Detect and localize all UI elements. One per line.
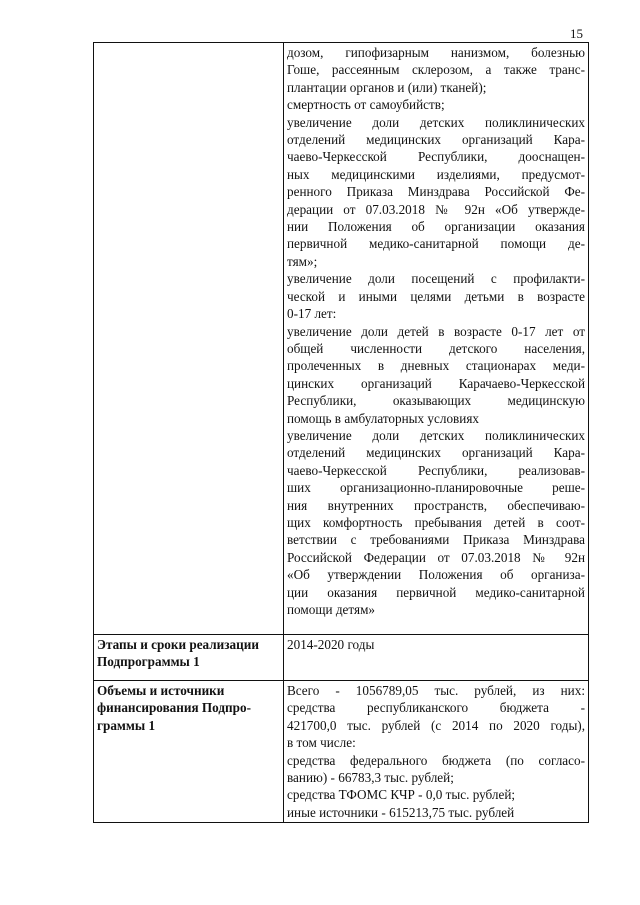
text-line: Этапы и сроки реализации: [97, 637, 259, 652]
text-line: ванию) - 66783,3 тыс. рублей;: [287, 770, 454, 786]
text-line: Гоше, рассеянным склерозом, а также транс-: [287, 62, 585, 78]
text-line: первичной медико-санитарной помощи де-: [287, 236, 585, 252]
text-line: помощь в амбулаторных условиях: [287, 410, 479, 426]
text-line: Объемы и источники: [97, 683, 225, 698]
text-line: ших организационно-планировочные реше-: [287, 480, 585, 496]
row-value-cell: [284, 635, 589, 681]
row-label-cell: [94, 43, 284, 635]
text-line: щих комфортность пребывания детей в соот-: [287, 514, 585, 530]
text-line: «Об утверждении Положения об организа-: [287, 567, 585, 583]
table-row: [94, 43, 589, 635]
text-line: общей численности детского населения,: [287, 340, 585, 356]
text-line: смертность от самоубийств;: [287, 97, 445, 113]
text-line: Российской Федерации от 07.03.2018 № 92н: [287, 549, 585, 565]
text-line: ветствии с требованиями Приказа Минздрава: [287, 532, 585, 548]
row-value-cell: [284, 43, 589, 635]
text-line: отделений медицинских организаций Кара-: [287, 132, 585, 148]
text-line: дозом, гипофизарным нанизмом, болезнью: [287, 45, 585, 60]
row-value-cell: [284, 681, 589, 823]
text-line: ческой и иными целями детьми в возрасте: [287, 288, 585, 304]
text-line: ренного Приказа Минздрава Российской Фе-: [287, 184, 585, 200]
text-line: пролеченных в дневных стационарах меди-: [287, 358, 585, 374]
text-line: отделений медицинских организаций Кара-: [287, 445, 585, 461]
text-line: чаево-Черкесской Республики, дооснащен-: [287, 149, 585, 165]
text-line: в том числе:: [287, 735, 356, 751]
text-line: тям»;: [287, 253, 318, 269]
text-line: увеличение доли посещений с профилакти-: [287, 271, 585, 287]
text-line: Республики, оказывающих медицинскую: [287, 393, 585, 409]
text-line: нии Положения об организации оказания: [287, 219, 585, 235]
text-line: плантации органов и (или) тканей);: [287, 79, 487, 95]
text-line: увеличение доли детских поликлинических: [287, 114, 585, 130]
text-line: дерации от 07.03.2018 № 92н «Об утвержде-: [287, 201, 585, 217]
text-line: финансирования Подпро-: [97, 700, 251, 716]
text-line: цинских организаций Карачаево-Черкесской: [287, 375, 585, 391]
text-line: увеличение доли детских поликлинических: [287, 427, 585, 443]
text-line: увеличение доли детей в возрасте 0-17 лет от: [287, 323, 585, 339]
table-row: [94, 681, 589, 823]
text-line: средства ТФОМС КЧР - 0,0 тыс. рублей;: [287, 787, 516, 803]
text-line: граммы 1: [97, 717, 156, 733]
text-line: 2014-2020 годы: [287, 637, 375, 652]
subprogram-passport-table: [93, 42, 589, 823]
row-label-cell: [94, 681, 284, 823]
text-line: 421700,0 тыс. рублей (с 2014 по 2020 годы),: [287, 717, 585, 733]
text-line: Подпрограммы 1: [97, 654, 200, 670]
table-row: [94, 635, 589, 681]
text-line: ния внутренних пространств, обеспечиваю-: [287, 497, 585, 513]
text-line: Всего - 1056789,05 тыс. рублей, из них:: [287, 683, 585, 698]
text-line: средства федерального бюджета (по согласо-: [287, 752, 585, 768]
text-line: помощи детям»: [287, 602, 376, 617]
text-line: ных медицинскими изделиями, предусмот-: [287, 166, 585, 182]
page-number: 15: [570, 26, 583, 41]
text-line: чаево-Черкесской Республики, реализовав-: [287, 462, 585, 478]
text-line: иные источники - 615213,75 тыс. рублей: [287, 804, 515, 820]
text-line: ции оказания первичной медико-санитарной: [287, 584, 585, 600]
text-line: 0-17 лет:: [287, 306, 337, 322]
row-label-cell: [94, 635, 284, 681]
text-line: средства республиканского бюджета -: [287, 700, 585, 716]
